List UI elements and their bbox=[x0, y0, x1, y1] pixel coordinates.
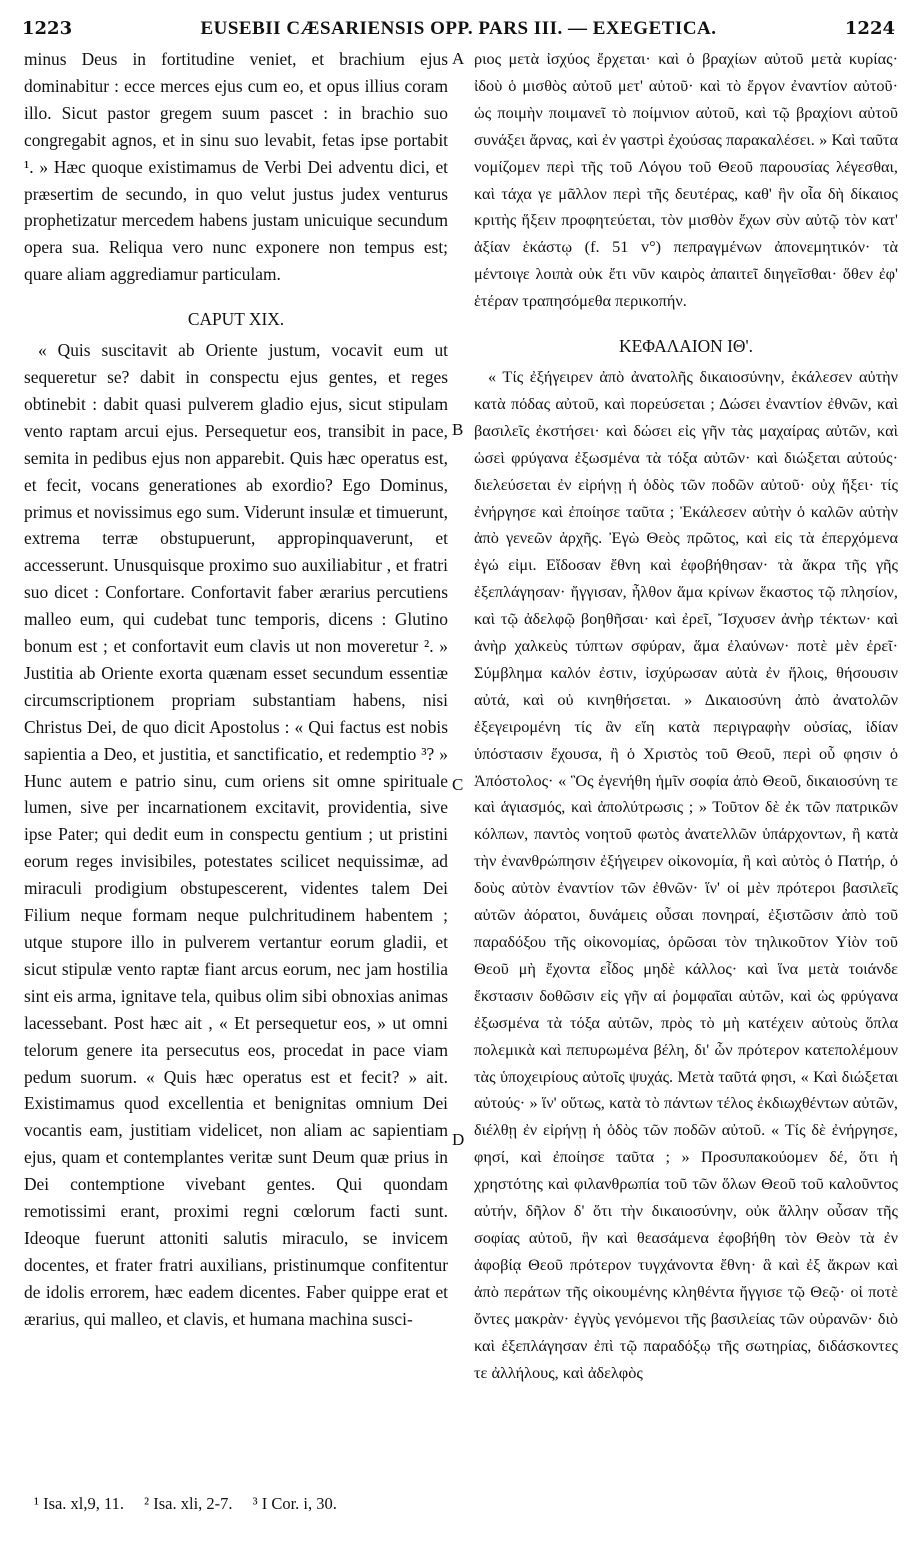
page-number-left: 1223 bbox=[22, 18, 73, 39]
latin-chapter-heading: CAPUT XIX. bbox=[187, 309, 285, 330]
footnote-2: ² Isa. xli, 2-7. bbox=[144, 1494, 233, 1513]
footnote-3: ³ I Cor. i, 30. bbox=[252, 1494, 337, 1513]
margin-letter-a: A bbox=[452, 49, 465, 68]
margin-letter-c: C bbox=[452, 775, 464, 794]
latin-paragraph-2: « Quis suscitavit ab Oriente justum, vocavit eum ut sequeretur se? dabit in conspectu ejus gentes, et reges obtinebit : dabit quasi pulverem gladio ejus, sicut stipulam vento raptam arcui ejus. Persequetur eos, transibit in pace, semita in pedibus ejus non apparebit. Quis hæc operatus est, et fecit, vocans generationes ab exordio? Ego Dominus, primus et novissimus ego sum. Viderunt insulæ et timuerunt, extrema terræ obstupuerunt, appropinquaverunt, et accesserunt. Unusquisque proximo suo auxiliabitur , et fratri suo dicet : Confortare. Confortavit faber ærarius percutiens malleo eum, qui cudebat tunc temporis, dicens : Glutino bonum est ; et confortavit eum clavis ut non moveretur ². » Justitia ab Oriente exorta quænam esset secundum essentiæ circumscriptionem propriam substantiam habens, nisi Christus Dei, de quo dicit Apostolus : « Qui factus est nobis sapientia a Deo, et justitia, et sanctificatio, et redemptio ³? » Hunc autem e patrio sinu, cum oriens sit omne spirituale lumen, sive per incarnationem excitavit, providentia, sive ipse Pater; qui dedit eum in conspectu gentium ; ut pristini eorum reges invisibiles, potestates scilicet nequissimæ, ad miraculi prodigium obstupescerent, videntes talem Dei Filium neque formam neque pulchritudinem habentem ; utque stupore illo in pulverem vertantur eorum gladii, et sicut stipulæ vento raptæ fiant arcus eorum, nec jam hostilia sint eis arma, ignitave tela, quibus olim sibi obnoxias animas lacessebant. Post hæc ait , « Et persequetur eos, » ut omni telorum genere ita persecutus eos, procedat in pace viam pedum suorum. « Quis hæc operatus est et fecit? » ait. Existimamus quod excellentia et benignitas omnium Dei vocantis eam, justitiam videlicet, non aliam ac sapientiam ejus, quam et contemplantes veritæ sunt Deum quæ prius in Dei contemptione vivebant gentes. Qui quondam remotissimi erant, proximi regni cœlorum facti sunt. Ideoque fuerunt attoniti salutis miraculo, se invicem docentes, et frater fratri auxilians, pristinumque confitentur de idolis errorem, hæc eadem dicentes. Faber quippe erat et ærarius, qui malleo, et clavis, et humana machina susci- bbox=[24, 340, 448, 1329]
running-title: EUSEBII CÆSARIENSIS OPP. PARS III. — EXEGETICA. bbox=[200, 18, 717, 39]
margin-letter-b: B bbox=[452, 420, 464, 439]
margin-letter-d: D bbox=[452, 1130, 465, 1149]
greek-paragraph-1: ριος μετὰ ἰσχύος ἔρχεται· καὶ ὁ βραχίων αὐτοῦ μετὰ κυρίας· ἰδοὺ ὁ μισθὸς αὐτοῦ μετ' αὐτοῦ· καὶ τὸ ἔργον ἐναντίον αὐτοῦ· ὡς ποιμὴν ποιμανεῖ τὸ ποίμνιον αὐτοῦ, καὶ τῷ βραχίονι αὐτοῦ συνάξει ἄρνας, καὶ ἐν γαστρὶ ἐχούσας παρακαλέσει. » Καὶ ταῦτα νομίζομεν περὶ τῆς τοῦ Λόγου τοῦ Θεοῦ παρουσίας λέγεσθαι, καὶ τάχα γε μᾶλλον περὶ τῆς δευτέρας, καθ' ἣν οἷα δὴ δίκαιος κριτὴς ἥξειν προφητεύεται, τὸν μισθὸν ἔχων σὺν αὐτῷ τὸν κατ' ἀξίαν ἑκάστῳ (f. 51 v°) πεπραγμένων ἀπονεμητικόν· τὰ μέντοιγε λοιπὰ οὐκ ἔτι νῦν καιρὸς ἀπαιτεῖ διηγεῖσθαι· ὅθεν ἐφ' ἑτέραν τραπησόμεθα περικοπήν. bbox=[474, 49, 898, 311]
footnotes bbox=[34, 1494, 353, 1514]
greek-column bbox=[474, 46, 898, 1386]
greek-chapter-heading: ΚΕΦΑΛΑΙΟΝ ΙΘ'. bbox=[619, 336, 753, 357]
footnote-1: ¹ Isa. xl,9, 11. bbox=[34, 1494, 125, 1513]
page-number-right: 1224 bbox=[844, 18, 895, 39]
latin-column bbox=[24, 46, 448, 1333]
greek-paragraph-2: « Τίς ἐξήγειρεν ἀπὸ ἀνατολῆς δικαιοσύνην, ἐκάλεσεν αὐτὴν κατὰ πόδας αὐτοῦ, καὶ πορεύσεται ; Δώσει ἐναντίον ἐθνῶν, καὶ βασιλεῖς ἐκστήσει· καὶ δώσει εἰς γῆν τὰς μαχαίρας αὐτῶν, καὶ ὡσεὶ φρύγανα ἐξωσμένα τὰ τόξα αὐτῶν· καὶ διώξεται αὐτούς· διελεύσεται ἐν εἰρήνῃ ἡ ὁδὸς τῶν ποδῶν αὐτοῦ· οὐχ ἥξει· τίς ἐνήργησε καὶ ἐποίησε ταῦτα ; Ἐκάλεσεν αὐτὴν ὁ καλῶν αὐτὴν ἀπὸ γενεῶν ἀρχῆς. Ἐγὼ Θεὸς πρῶτος, καὶ εἰς τὰ ἐπερχόμενα ἐγώ εἰμι. Εἴδοσαν ἔθνη καὶ ἐφοβήθησαν· τὰ ἄκρα τῆς γῆς ἐξεπλάγησαν· ἤγγισαν, ἦλθον ἅμα κρίνων ἕκαστος τῷ πλησίον, καὶ τῷ ἀδελφῷ βοηθῆσαι· καὶ ἐρεῖ, Ἴσχυσεν ἀνὴρ τέκτων· καὶ ἀνὴρ χαλκεὺς τύπτων σφύραν, ἅμα ἐλαύνων· ποτὲ μὲν ἐρεῖ· Σύμβλημα καλόν ἐστιν, ἰσχύρωσαν αὐτὰ ἐν ἥλοις, θήσουσιν αὐτά, καὶ οὐ κινηθήσεται. » Δικαιοσύνη ἀπὸ ἀνατολῶν ἐξεγειρομένη τίς ἂν εἴη κατὰ περιγραφὴν οὐσίας, ἰδίαν ὑπόστασιν ἔχουσα, ἢ ὁ Χριστὸς τοῦ Θεοῦ, περὶ οὗ φησιν ὁ Ἀπόστολος· « Ὃς ἐγενήθη ἡμῖν σοφία ἀπὸ Θεοῦ, δικαιοσύνη τε καὶ ἁγιασμός, καὶ ἀπολύτρωσις ; » Τοῦτον δὲ ἐκ τῶν πατρικῶν κόλπων, παντὸς νοητοῦ φωτὸς ἀνατελλῶν ὑπάρχοντων, ἢ κατὰ τὴν ἐνανθρώπησιν ἐξήγειρεν οἰκονομία, ἢ καὶ αὐτὸς ὁ Πατήρ, ὁ δοὺς αὐτὸν ἐναντίον τῶν ἐθνῶν· ἵν' οἱ μὲν πρότεροι βασιλεῖς αὐτῶν ἀόρατοι, δυνάμεις οὖσαι πονηραί, ἐξιστῶσιν ἀπὸ τοῦ παραδόξου τῆς οἰκονομίας, ὁρῶσαι τὸν τηλικοῦτον Υἱὸν τοῦ Θεοῦ μὴ ἔχοντα εἶδος μηδὲ κάλλος· καὶ ἵνα μετὰ τοιάνδε ἔκστασιν δοθῶσιν εἰς γῆν αἱ ῥομφαῖαι αὐτῶν, καὶ ὡς φρύγανα ἐξωσμένα τὰ τόξα αὐτῶν, πρὸς τὸ μὴ κατέχειν αὐτοὺς ὅπλα πολεμικὰ καὶ πεπυρωμένα βέλη, δι' ὧν πρότερον κατεπολέμουν τὰς ὑποχειρίους αὐτοῖς ψυχάς. Μετὰ ταῦτά φησι, « Καὶ διώξεται αὐτούς· » ἵν' οὕτως, κατὰ τὸ πάντων τέλος ἐκδιωχθέντων αὐτῶν, διέλθῃ ἐν εἰρήνῃ ἡ ὁδὸς τῶν ποδῶν αὐτοῦ. « Τίς δὲ ἐνήργησε, φησί, καὶ ἐποίησε ταῦτα ; » Προσυπακούομεν δέ, ὅτι ἡ χρηστότης καὶ φιλανθρωπία τοῦ τῶν ὅλων Θεοῦ τοῦ καλοῦντος αὐτήν, δῆλον δ' ὅτι τὴν δικαιοσύνην, οὐκ ἄλλην οὖσαν τῆς σοφίας αὐτοῦ, ἣν καὶ θεασάμενα ἐφοβήθη τὸν Θεὸν τὰ ἐν ἀφοβίᾳ Θεοῦ πρότερον τυγχάνοντα ἔθνη· ἃ καὶ ἐξ ἄκρων καὶ ἀπὸ περάτων τῆς οἰκουμένης κληθέντα ἤγγισε τῷ Θεῷ· οἱ ποτὲ ὄντες μακρὰν· ἐγγὺς γενόμενοι τῆς βασιλείας τῶν οὐρανῶν· διὸ καὶ ἐξεπλάγησαν ἐπὶ τῷ παραδόξῳ τῆς σωτηρίας, διδάσκοντες τε ἀλλήλους, καὶ ἀδελφὸς bbox=[474, 366, 898, 1382]
latin-paragraph-1: minus Deus in fortitudine veniet, et brachium ejus dominabitur : ecce merces ejus cum eo, et opus illius coram illo. Sicut pastor gregem suum pascet : in brachio suo congregabit agnos, et in sinu suo levabit, fetas ipse portabit ¹. » Hæc quoque existimamus de Verbi Dei adventu dici, et præsertim de secundo, in quo velut justus judex venturus prophetizatur mercedem habens justam unicuique secundum opera sua. Reliqua vero nunc exponere non tempus est; quare aliam aggrediamur particulam. bbox=[24, 49, 448, 285]
page-header bbox=[22, 18, 895, 48]
